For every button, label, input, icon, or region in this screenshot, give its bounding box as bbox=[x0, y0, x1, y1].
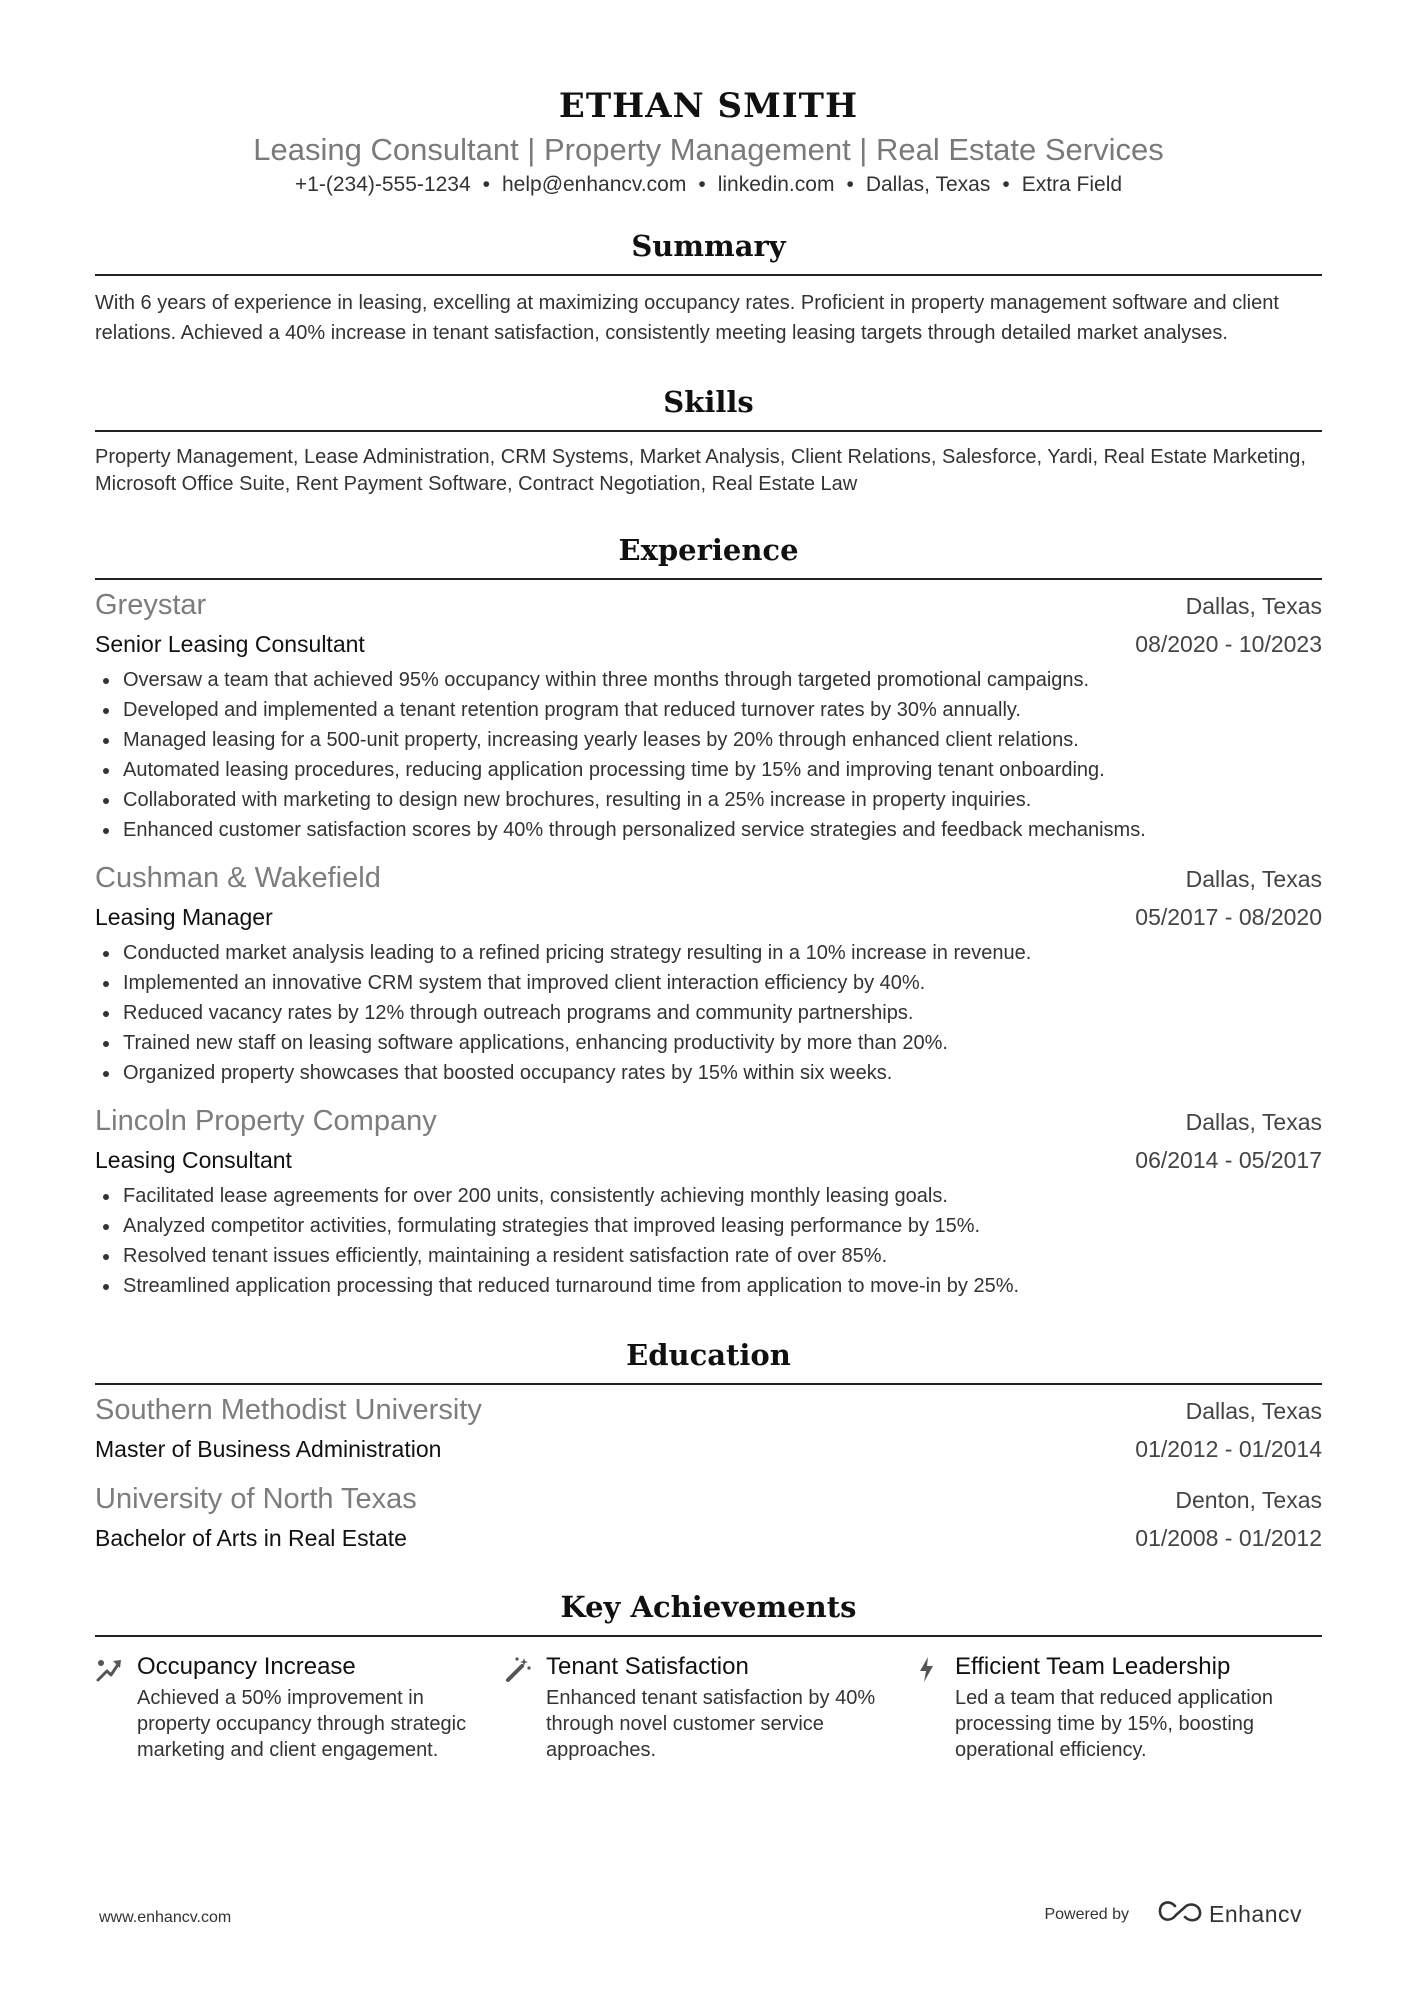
contact-extra-field: Extra Field bbox=[1021, 173, 1123, 196]
job-bullet: Oversaw a team that achieved 95% occupancy within three months through targeted promotional campaigns. bbox=[95, 665, 1322, 695]
degree-name: Bachelor of Arts in Real Estate bbox=[95, 1525, 407, 1551]
education-entry bbox=[95, 1480, 1322, 1557]
footer-website[interactable]: www.enhancv.com bbox=[99, 1909, 232, 1926]
resume-header bbox=[95, 84, 1322, 200]
lightning-icon bbox=[913, 1651, 955, 1763]
footer-branding bbox=[1044, 1900, 1302, 1929]
magic-wand-icon bbox=[504, 1651, 546, 1763]
education-entry bbox=[95, 1391, 1322, 1468]
job-dates: 06/2014 - 05/2017 bbox=[1135, 1147, 1322, 1173]
achievement-item bbox=[913, 1651, 1322, 1763]
job-bullets bbox=[95, 1181, 1322, 1301]
job-bullet: Enhanced customer satisfaction scores by 40% through personalized service strategies and feedback mechanisms. bbox=[95, 815, 1322, 845]
experience-section bbox=[95, 530, 1322, 1301]
achievement-description: Enhanced tenant satisfaction by 40% through novel customer service approaches. bbox=[546, 1687, 876, 1761]
school-name: Southern Methodist University bbox=[95, 1394, 482, 1426]
job-bullet: Implemented an innovative CRM system that improved client interaction efficiency by 40%. bbox=[95, 968, 1322, 998]
job-bullet: Trained new staff on leasing software applications, enhancing productivity by more than 20%. bbox=[95, 1028, 1322, 1058]
job-bullet: Resolved tenant issues efficiently, maintaining a resident satisfaction rate of over 85%. bbox=[95, 1241, 1322, 1271]
company-name: Greystar bbox=[95, 589, 207, 621]
job-bullet: Developed and implemented a tenant retention program that reduced turnover rates by 30% annually. bbox=[95, 695, 1322, 725]
experience-entry bbox=[95, 859, 1322, 1088]
enhancv-brand: Enhancv bbox=[1208, 1901, 1302, 1927]
achievements-section bbox=[95, 1587, 1322, 1763]
achievement-title: Efficient Team Leadership bbox=[955, 1653, 1231, 1680]
job-title: Leasing Consultant bbox=[95, 1147, 292, 1173]
job-location: Dallas, Texas bbox=[1185, 1109, 1322, 1135]
achievement-title: Tenant Satisfaction bbox=[546, 1653, 749, 1680]
resume-content bbox=[95, 0, 1322, 1763]
achievement-description: Achieved a 50% improvement in property occupancy through strategic marketing and client engagement. bbox=[137, 1687, 467, 1761]
candidate-name: ETHAN SMITH bbox=[558, 86, 859, 126]
achievement-item bbox=[95, 1651, 504, 1763]
job-location: Dallas, Texas bbox=[1185, 866, 1322, 892]
candidate-headline: Leasing Consultant | Property Management | Real Estate Services bbox=[253, 132, 1164, 167]
job-bullet: Managed leasing for a 500-unit property, increasing yearly leases by 20% through enhanced client relations. bbox=[95, 725, 1322, 755]
contact-separator: • bbox=[1002, 173, 1010, 196]
skills-title: Skills bbox=[95, 382, 1322, 432]
contact-separator: • bbox=[482, 173, 490, 196]
job-title: Senior Leasing Consultant bbox=[95, 631, 365, 657]
summary-text: With 6 years of experience in leasing, excelling at maximizing occupancy rates. Proficient in property management software and client relations. Achieved a 40% increase in tenant satisfaction, consistently meeting leasing targets through detailed market analyses. bbox=[95, 292, 1279, 344]
summary-title: Summary bbox=[95, 226, 1322, 276]
contact-email[interactable]: help@enhancv.com bbox=[501, 173, 687, 196]
achievement-title: Occupancy Increase bbox=[137, 1653, 356, 1680]
contact-line bbox=[95, 170, 1322, 200]
skills-text: Property Management, Lease Administration, CRM Systems, Market Analysis, Client Relations, Salesforce, Yardi, Real Estate Marketing, Microsoft Office Suite, Rent Payment Software, Contract Negotiation, Real Estate Law bbox=[95, 446, 1306, 495]
education-section bbox=[95, 1335, 1322, 1557]
job-bullet: Analyzed competitor activities, formulating strategies that improved leasing performance by 15%. bbox=[95, 1211, 1322, 1241]
summary-section bbox=[95, 226, 1322, 348]
job-bullet: Conducted market analysis leading to a refined pricing strategy resulting in a 10% increase in revenue. bbox=[95, 938, 1322, 968]
job-bullet: Streamlined application processing that reduced turnaround time from application to move-in by 25%. bbox=[95, 1271, 1322, 1301]
job-bullet: Reduced vacancy rates by 12% through outreach programs and community partnerships. bbox=[95, 998, 1322, 1028]
degree-name: Master of Business Administration bbox=[95, 1436, 442, 1462]
school-location: Denton, Texas bbox=[1175, 1487, 1322, 1513]
growth-icon bbox=[95, 1651, 137, 1763]
contact-phone: +1-(234)-555-1234 bbox=[294, 173, 471, 196]
powered-by-label: Powered by bbox=[1044, 1905, 1129, 1923]
contact-separator: • bbox=[698, 173, 706, 196]
contact-location: Dallas, Texas bbox=[865, 173, 991, 196]
achievement-description: Led a team that reduced application processing time by 15%, boosting operational efficiency. bbox=[955, 1687, 1273, 1761]
job-bullet: Facilitated lease agreements for over 200 units, consistently achieving monthly leasing goals. bbox=[95, 1181, 1322, 1211]
job-bullet: Collaborated with marketing to design new brochures, resulting in a 25% increase in property inquiries. bbox=[95, 785, 1322, 815]
company-name: Cushman & Wakefield bbox=[95, 862, 381, 894]
school-location: Dallas, Texas bbox=[1185, 1398, 1322, 1424]
skills-section bbox=[95, 382, 1322, 498]
job-bullets bbox=[95, 665, 1322, 845]
achievement-item bbox=[504, 1651, 913, 1763]
company-name: Lincoln Property Company bbox=[95, 1105, 437, 1137]
contact-linkedin[interactable]: linkedin.com bbox=[717, 173, 835, 196]
job-bullets bbox=[95, 938, 1322, 1088]
education-dates: 01/2012 - 01/2014 bbox=[1135, 1436, 1322, 1462]
achievements-grid bbox=[95, 1651, 1322, 1763]
experience-entry bbox=[95, 1102, 1322, 1301]
school-name: University of North Texas bbox=[95, 1483, 417, 1515]
job-title: Leasing Manager bbox=[95, 904, 273, 930]
job-bullet: Organized property showcases that boosted occupancy rates by 15% within six weeks. bbox=[95, 1058, 1322, 1088]
enhancv-logo-icon bbox=[1157, 1900, 1203, 1929]
job-dates: 05/2017 - 08/2020 bbox=[1135, 904, 1322, 930]
experience-entry bbox=[95, 586, 1322, 845]
contact-separator: • bbox=[846, 173, 854, 196]
education-title: Education bbox=[95, 1335, 1322, 1385]
job-bullet: Automated leasing procedures, reducing application processing time by 15% and improving tenant onboarding. bbox=[95, 755, 1322, 785]
job-dates: 08/2020 - 10/2023 bbox=[1135, 631, 1322, 657]
job-location: Dallas, Texas bbox=[1185, 593, 1322, 619]
experience-title: Experience bbox=[95, 530, 1322, 580]
achievements-title: Key Achievements bbox=[95, 1587, 1322, 1637]
education-dates: 01/2008 - 01/2012 bbox=[1135, 1525, 1322, 1551]
